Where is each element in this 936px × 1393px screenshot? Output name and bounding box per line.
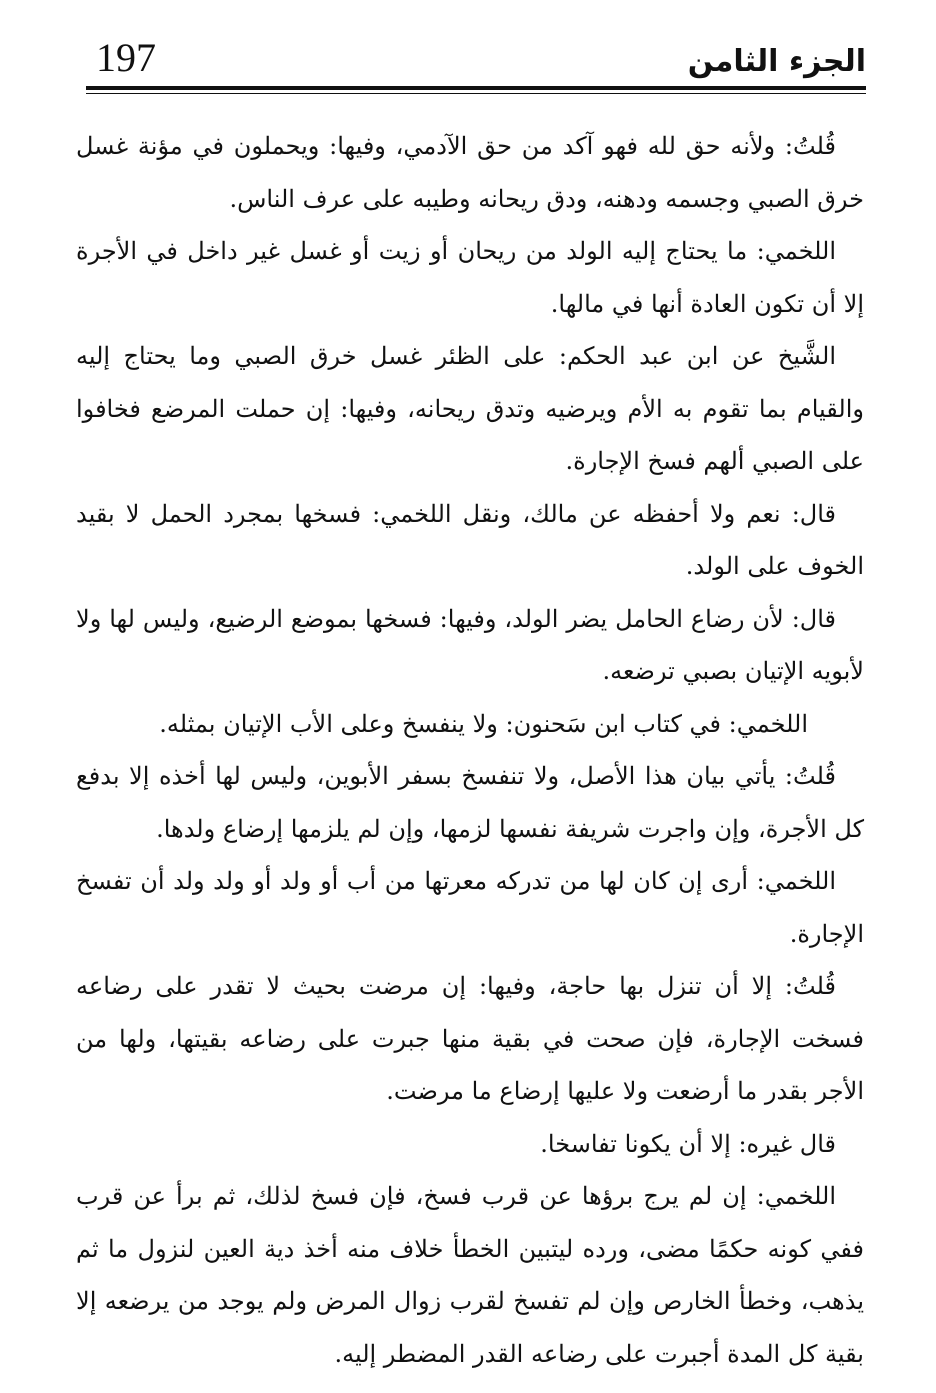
paragraph: قُلتُ: يأتي بيان هذا الأصل، ولا تنفسخ بسفر الأبوين، وليس لها أخذه إلا بدفع كل الأجرة، وإن واجرت شريفة نفسها لزمها، وإن لم يلزمها إرضاع ولدها. [76, 762, 864, 843]
header-rule-thick [86, 86, 866, 90]
paragraph: قال غيره: إلا أن يكونا تفاسخا. [540, 1129, 836, 1158]
paragraph: قال: لأن رضاع الحامل يضر الولد، وفيها: فسخها بموضع الرضيع، وليس لها ولا لأبويه الإتيان بصبي ترضعه. [76, 604, 864, 685]
page-header [86, 32, 866, 88]
page-number: 197 [96, 35, 156, 80]
paragraph: اللخمي: في كتاب ابن سَحنون: ولا ينفسخ وعلى الأب الإتيان بمثله. [159, 709, 808, 738]
paragraph: اللخمي: أرى إن كان لها من تدركه معرتها من أب أو ولد أو ولد ولد أن تفسخ الإجارة. [76, 867, 864, 948]
paragraph: اللخمي: إن لم يرج برؤها عن قرب فسخ، فإن فسخ لذلك، ثم برأ عن قرب ففي كونه حكمًا مضى، ورده ليتبين الخطأ خلاف منه أخذ دية العين لنزول ما ثم يذهب، وخطأ الخارص وإن لم تفسخ لقرب زوال المرض ولم يوجد من يرضعه إلا بقية كل المدة أجبرت على رضاعه القدر المضطر إليه. [76, 1182, 864, 1368]
page-body [76, 120, 864, 1380]
paragraph: الشَّيخ عن ابن عبد الحكم: على الظئر غسل خرق الصبي وما يحتاج إليه والقيام بما تقوم به الأم ويرضيه وتدق ريحانه، وفيها: إن حملت المرضع فخافوا على الصبي ألهم فسخ الإجارة. [76, 342, 864, 475]
header-rule-thin [86, 93, 866, 94]
paragraph: قال: نعم ولا أحفظه عن مالك، ونقل اللخمي: فسخها بمجرد الحمل لا بقيد الخوف على الولد. [76, 499, 864, 580]
running-title: الجزء الثامن [687, 44, 866, 79]
paragraph: قُلتُ: إلا أن تنزل بها حاجة، وفيها: إن مرضت بحيث لا تقدر على رضاعه فسخت الإجارة، فإن صحت في بقية منها جبرت على رضاعه بقيتها، ولها من الأجر بقدر ما أرضعت ولا عليها إرضاع ما مرضت. [76, 972, 864, 1105]
paragraph: قُلتُ: ولأنه حق لله فهو آكد من حق الآدمي، وفيها: ويحملون في مؤنة غسل خرق الصبي وجسمه ودهنه، ودق ريحانه وطيبه على عرف الناس. [76, 132, 864, 213]
paragraph: اللخمي: ما يحتاج إليه الولد من ريحان أو زيت أو غسل غير داخل في الأجرة إلا أن تكون العادة أنها في مالها. [76, 237, 864, 318]
